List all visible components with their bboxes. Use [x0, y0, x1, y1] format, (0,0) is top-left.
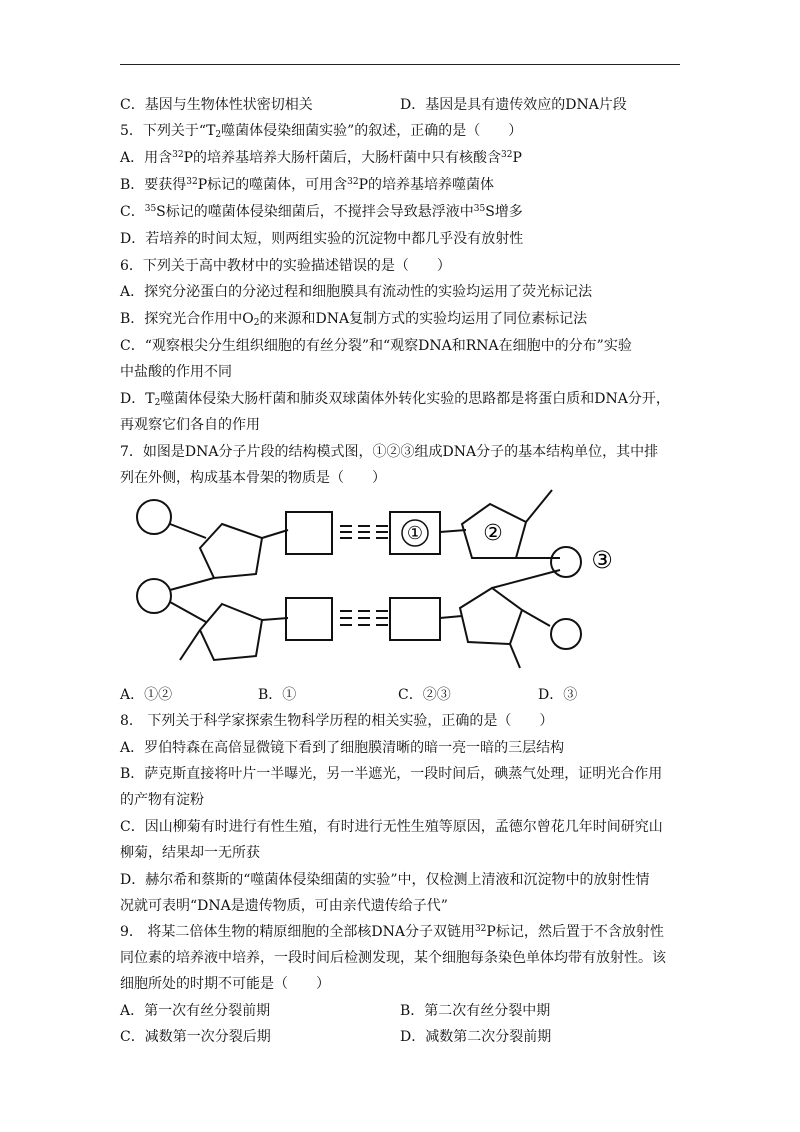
deoxyribose-pentagon — [460, 588, 522, 644]
phosphate-circle — [137, 579, 171, 613]
label-2: ② — [483, 521, 503, 546]
q7-stem-cont: 列在外侧，构成基本骨架的物质是（ ） — [120, 470, 386, 486]
deoxyribose-pentagon — [200, 524, 262, 578]
q8-option-b-cont: 的产物有淀粉 — [120, 792, 204, 808]
q7-option-b: B．① — [258, 687, 297, 703]
q8-option-d: D．赫尔希和蔡斯的“噬菌体侵染细菌的实验”中，仅检测上清液和沉淀物中的放射性情 — [120, 872, 650, 888]
q9-stem: 9． 将某二倍体生物的精原细胞的全部核DNA分子双链用$^{32}$P标记，然后置于不含放射性 — [120, 924, 664, 940]
q7-option-a: A．①② — [120, 687, 173, 703]
q9-option-a: A．第一次有丝分裂前期 — [120, 1003, 271, 1019]
phosphate-3-circle — [551, 547, 581, 577]
q8-option-b: B．萨克斯直接将叶片一半曝光，另一半遮光，一段时间后，碘蒸气处理，证明光合作用 — [120, 766, 663, 782]
q6-option-d-cont: 再观察它们各自的作用 — [120, 417, 260, 433]
q9-option-d: D．减数第二次分裂前期 — [400, 1029, 552, 1045]
dna-structure-diagram — [120, 480, 640, 675]
q9-stem-cont: 同位素的培养液中培养，一段时间后检测发现，某个细胞每条染色单体均带有放射性。该 — [120, 950, 666, 966]
q5-option-d: D．若培养的时间太短，则两组实验的沉淀物中都几乎没有放射性 — [120, 231, 524, 247]
q6-stem: 6．下列关于高中教材中的实验描述错误的是（ ） — [120, 258, 451, 274]
phosphate-circle — [137, 500, 171, 534]
q4-option-d: D．基因是具有遗传效应的DNA片段 — [400, 97, 627, 113]
q9-option-b: B．第二次有丝分裂中期 — [400, 1003, 551, 1019]
label-1: ① — [406, 523, 424, 544]
q5-option-b: B．要获得$^{32}$P标记的噬菌体，可用含$^{32}$P的培养基培养噬菌体 — [120, 177, 495, 193]
q5-stem: 5．下列关于“$T_2$噬菌体侵染细菌实验”的叙述，正确的是（ ） — [120, 123, 523, 140]
q8-stem: 8． 下列关于科学家探索生物科学历程的相关实验，正确的是（ ） — [120, 713, 554, 729]
q8-option-a: A．罗伯特森在高倍显微镜下看到了细胞膜清晰的暗一亮一暗的三层结构 — [120, 740, 565, 756]
q5-option-a: A．用含$^{32}$P的培养基培养大肠杆菌后，大肠杆菌中只有核酸含$^{32}$P — [120, 150, 522, 166]
base-rect — [286, 598, 332, 640]
q8-option-d-cont: 况就可表明“DNA是遗传物质，可由亲代遗传给子代” — [120, 898, 448, 914]
q7-option-d: D．③ — [538, 687, 578, 703]
deoxyribose-pentagon — [200, 604, 262, 660]
q4-option-c: C．基因与生物体性状密切相关 — [120, 97, 313, 113]
base-rect — [286, 512, 332, 554]
q9-option-c: C．减数第一次分裂后期 — [120, 1029, 271, 1045]
q8-option-c: C．因山柳菊有时进行有性生殖，有时进行无性生殖等原因，孟德尔曾花几年时间研究山 — [120, 819, 663, 835]
q7-stem: 7．如图是DNA分子片段的结构模式图，①②③组成DNA分子的基本结构单位，其中排 — [120, 444, 659, 460]
q6-option-c: C．“观察根尖分生组织细胞的有丝分裂”和“观察DNA和RNA在细胞中的分布”实验 — [120, 338, 632, 354]
q5-option-c: C．$^{35}$S标记的噬菌体侵染细菌后，不搅拌会导致悬浮液中$^{35}$S增多 — [120, 204, 523, 220]
q7-option-c: C．②③ — [398, 687, 451, 703]
label-3: ③ — [591, 546, 613, 574]
q6-option-a: A．探究分泌蛋白的分泌过程和细胞膜具有流动性的实验均运用了荧光标记法 — [120, 284, 593, 300]
header-rule — [120, 64, 680, 65]
q6-option-d: D．$T_2$噬菌体侵染大肠杆菌和肺炎双球菌体外转化实验的思路都是将蛋白质和DNA分开， — [120, 391, 670, 408]
q8-option-c-cont: 柳菊，结果却一无所获 — [120, 845, 260, 861]
phosphate-circle — [551, 619, 581, 649]
q6-option-c-cont: 中盐酸的作用不同 — [120, 364, 232, 380]
q6-option-b: B．探究光合作用中$O_2$的来源和DNA复制方式的实验均运用了同位素标记法 — [120, 311, 588, 328]
base-rect — [390, 598, 440, 640]
q9-stem-cont2: 细胞所处的时期不可能是（ ） — [120, 976, 330, 992]
